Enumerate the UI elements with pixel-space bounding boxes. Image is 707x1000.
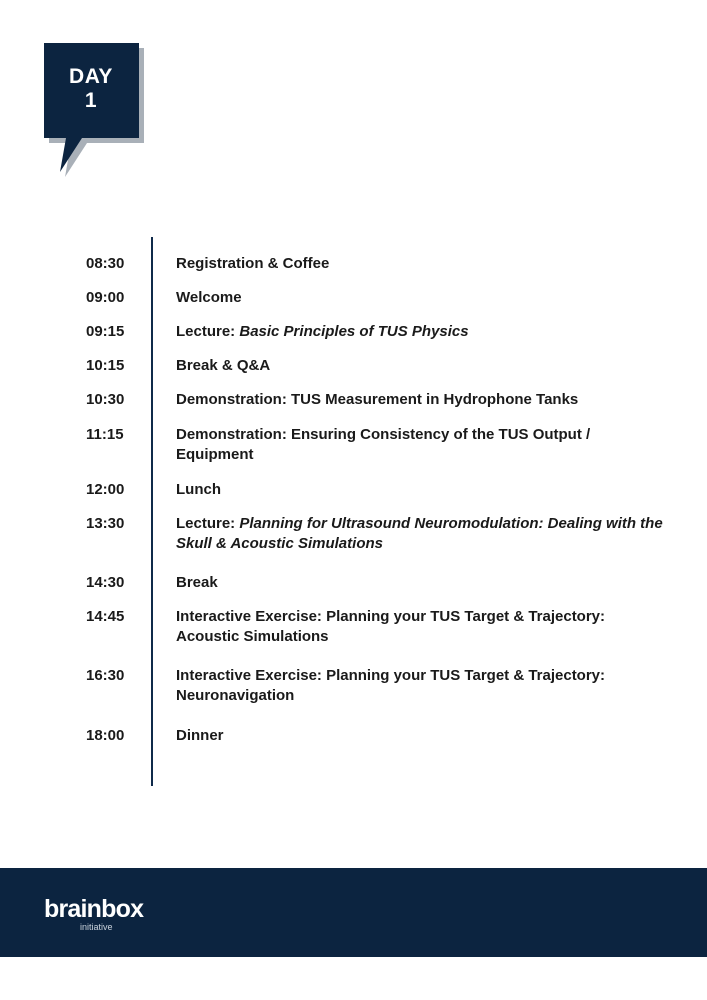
schedule-title xyxy=(176,514,671,554)
schedule-title: Break & Q&A xyxy=(176,357,271,374)
footer-bar xyxy=(0,868,707,957)
schedule-title: Demonstration: Ensuring Consistency of the TUS Output / Equipment xyxy=(176,426,591,463)
schedule-title xyxy=(176,322,671,342)
schedule-time: 10:30 xyxy=(86,391,125,408)
schedule-title: Interactive Exercise: Planning your TUS Target & Trajectory: Acoustic Simulations xyxy=(176,608,606,645)
schedule-time: 18:00 xyxy=(86,727,125,744)
schedule-time: 12:00 xyxy=(86,481,125,498)
schedule-time: 09:15 xyxy=(86,323,125,340)
schedule-title-italic: Basic Principles of TUS Physics xyxy=(239,323,469,340)
schedule-time: 14:45 xyxy=(86,608,125,625)
schedule-title-italic: Planning for Ultrasound Neuromodulation: Dealing with the Skull & Acoustic Simulations xyxy=(176,515,663,552)
speech-bubble-icon xyxy=(44,43,154,183)
schedule-time: 09:00 xyxy=(86,289,125,306)
schedule-title: Break xyxy=(176,574,218,591)
schedule-time: 10:15 xyxy=(86,357,125,374)
schedule-time: 08:30 xyxy=(86,255,125,272)
brainbox-logo xyxy=(44,895,144,932)
schedule-title: Interactive Exercise: Planning your TUS Target & Trajectory: Neuronavigation xyxy=(176,667,606,704)
schedule-title-prefix: Lecture: xyxy=(176,323,240,340)
schedule-title: Dinner xyxy=(176,727,224,744)
day-label xyxy=(44,65,138,113)
schedule-time: 11:15 xyxy=(86,426,124,443)
schedule-title-prefix: Lecture: xyxy=(176,515,240,532)
schedule-title: Lunch xyxy=(176,481,221,498)
schedule-title: Welcome xyxy=(176,289,242,306)
schedule-title: Demonstration: TUS Measurement in Hydrophone Tanks xyxy=(176,391,579,408)
schedule-time: 14:30 xyxy=(86,574,125,591)
schedule-time: 13:30 xyxy=(86,515,125,532)
logo-subtitle: initiative xyxy=(80,922,113,932)
schedule-title: Registration & Coffee xyxy=(176,255,330,272)
schedule-time: 16:30 xyxy=(86,667,125,684)
day-badge xyxy=(44,43,154,183)
timeline-divider xyxy=(151,237,153,786)
logo-wordmark: brainbox xyxy=(44,895,144,923)
day-label-word: DAY xyxy=(69,65,113,88)
day-label-number: 1 xyxy=(84,89,98,112)
